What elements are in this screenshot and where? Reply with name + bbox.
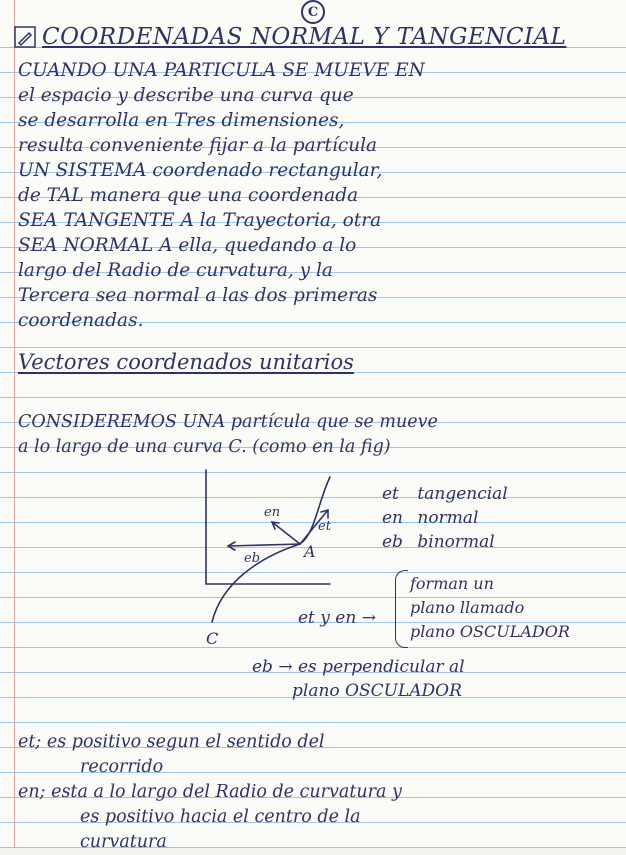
plane-note-line: plano OSCULADOR — [410, 622, 570, 641]
legend-text: tangencial — [417, 484, 508, 504]
text-line: Tercera sea normal a las dos primeras — [18, 285, 378, 306]
text-line: en; esta a lo largo del Radio de curvatura y — [18, 782, 402, 802]
text-line: coordenadas. — [18, 310, 144, 331]
legend-symbol: en — [382, 508, 404, 528]
en-vector — [272, 522, 300, 544]
corner-mark: C — [301, 0, 325, 24]
eb-vector — [228, 542, 300, 550]
plane-note-line: plano llamado — [410, 598, 525, 617]
text-line: CUANDO UNA PARTICULA SE MUEVE EN — [18, 60, 425, 81]
text-line: UN SISTEMA coordenado rectangular, — [18, 160, 383, 181]
closing-paragraph — [18, 730, 618, 855]
legend-item — [382, 530, 508, 554]
text-line: CONSIDEREMOS UNA partícula que se mueve — [18, 412, 438, 432]
en-figure-label: en — [264, 505, 281, 520]
curve-label-C: C — [206, 629, 219, 648]
text-line: de TAL manera que una coordenada — [18, 185, 359, 206]
intro-paragraph — [18, 58, 618, 333]
text-line: resulta conveniente fijar a la partícula — [18, 135, 378, 156]
text-line: es positivo hacia el centro de la — [80, 807, 361, 827]
text-line: largo del Radio de curvatura, y la — [18, 260, 333, 281]
text-line: recorrido — [80, 757, 164, 777]
point-label-A: A — [304, 542, 316, 561]
binormal-note-line: eb → es perpendicular al — [252, 657, 465, 677]
page-title — [14, 24, 566, 50]
legend-symbol: eb — [382, 532, 403, 552]
text-line: et; es positivo segun el sentido del — [18, 732, 325, 752]
eb-figure-label: eb — [244, 551, 261, 566]
binormal-note — [252, 655, 465, 703]
plane-note-line: forman un — [410, 574, 494, 593]
et-figure-label: et — [318, 519, 331, 534]
legend-item — [382, 482, 508, 506]
text-line: a lo largo de una curva C. (como en la fig) — [18, 437, 391, 457]
plane-note-lead: et y en → — [298, 608, 376, 628]
legend-symbol: et — [382, 484, 399, 504]
title-text: COORDENADAS NORMAL Y TANGENCIAL — [42, 24, 567, 50]
plane-note — [410, 572, 570, 644]
vector-legend — [382, 482, 508, 554]
text-line: se desarrolla en Tres dimensiones, — [18, 110, 345, 131]
text-line: el espacio y describe una curva que — [18, 85, 354, 106]
text-line: SEA TANGENTE A la Trayectoria, otra — [18, 210, 382, 231]
text-line: SEA NORMAL A ella, quedando a lo — [18, 235, 357, 256]
consider-paragraph — [18, 410, 618, 460]
legend-text: normal — [417, 508, 479, 528]
legend-text: binormal — [417, 532, 495, 552]
text-line: curvatura — [80, 832, 167, 852]
pencil-icon — [14, 26, 36, 48]
section-heading: Vectores coordenados unitarios — [18, 350, 354, 374]
legend-item — [382, 506, 508, 530]
binormal-note-line: plano OSCULADOR — [292, 681, 462, 701]
curly-bracket — [395, 570, 408, 648]
